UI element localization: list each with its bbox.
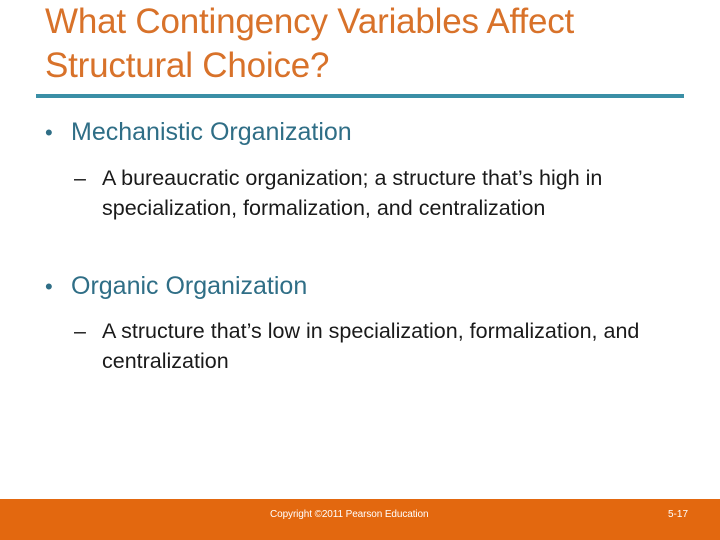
footer-copyright: Copyright ©2011 Pearson Education	[270, 509, 429, 520]
bullet-heading-mechanistic: Mechanistic Organization	[71, 118, 352, 146]
bullet-organic	[45, 271, 307, 302]
sub-bullet-mechanistic	[74, 163, 674, 223]
title-underline	[36, 94, 684, 98]
sub-bullet-text-mechanistic: A bureaucratic organization; a structure that’s high in specialization, formalization, and centralization	[102, 166, 603, 220]
page-number: 5-17	[667, 509, 688, 520]
footer-bar	[0, 496, 720, 540]
bullet-dot-icon: •	[45, 120, 53, 145]
dash-icon: –	[74, 319, 86, 343]
bullet-heading-organic: Organic Organization	[71, 272, 308, 300]
sub-bullet-text-organic: A structure that’s low in specialization, formalization, and centralization	[102, 319, 640, 373]
slide-title: What Contingency Variables Affect Structural Choice?	[45, 2, 575, 85]
sub-bullet-organic	[74, 316, 674, 376]
bullet-mechanistic	[45, 117, 352, 148]
dash-icon: –	[74, 166, 86, 190]
bullet-dot-icon: •	[45, 274, 53, 299]
